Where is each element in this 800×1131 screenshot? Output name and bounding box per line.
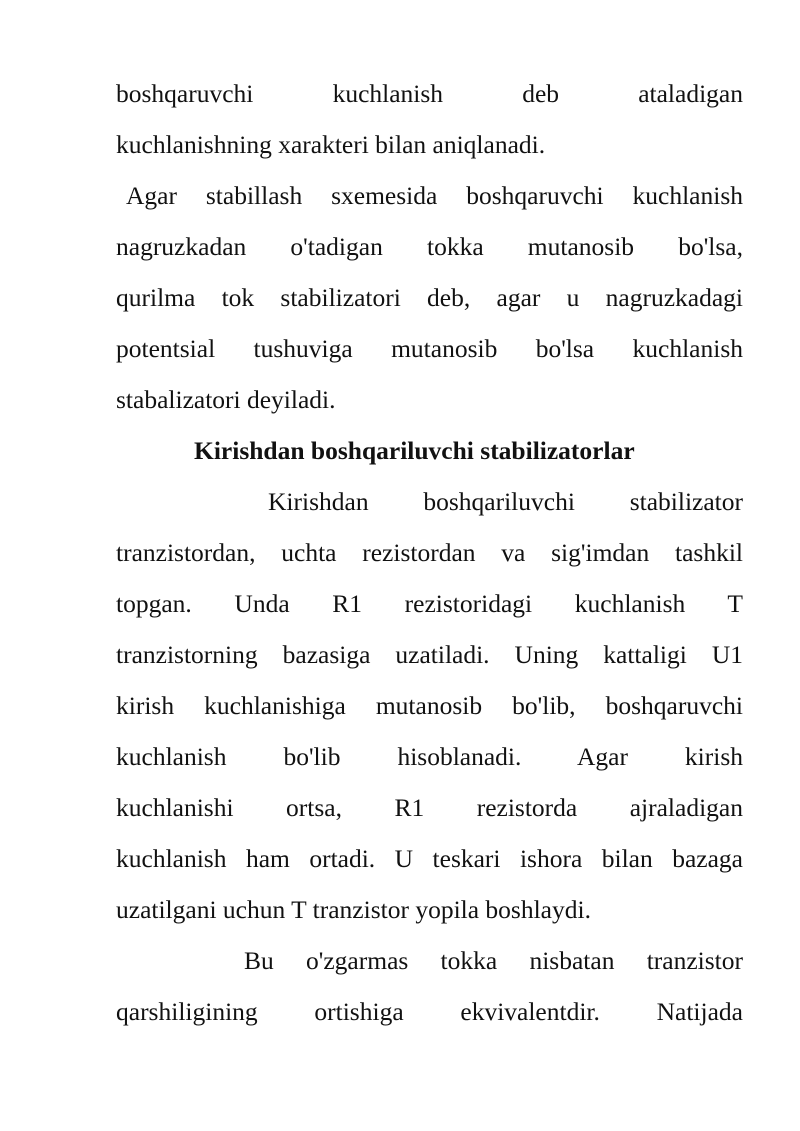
text-line: kuchlanish bo'lib hisoblanadi. Agar kirish xyxy=(116,742,743,771)
text-line: kuchlanishi ortsa, R1 rezistorda ajraladigan xyxy=(116,793,743,822)
text-line: tranzistorning bazasiga uzatiladi. Uning kattaligi U1 xyxy=(116,640,743,669)
text-line: kuchlanish ham ortadi. U teskari ishora bilan bazaga xyxy=(116,844,743,873)
text-line: Agar stabillash sxemesida boshqaruvchi kuchlanish xyxy=(126,181,743,210)
document-page xyxy=(116,68,743,1037)
section-heading: Kirishdan boshqariluvchi stabilizatorlar xyxy=(194,436,635,465)
text-line: tranzistordan, uchta rezistordan va sig'imdan tashkil xyxy=(116,538,743,567)
text-line: nagruzkadan o'tadigan tokka mutanosib bo'lsa, xyxy=(116,232,743,261)
text-line: potentsial tushuviga mutanosib bo'lsa kuchlanish xyxy=(116,334,743,363)
text-line: uzatilgani uchun T tranzistor yopila boshlaydi. xyxy=(116,895,591,924)
text-line: topgan. Unda R1 rezistoridagi kuchlanish T xyxy=(116,589,743,618)
paragraph-1 xyxy=(116,68,743,170)
text-line: qarshiligining ortishiga ekvivalentdir. Natijada xyxy=(116,997,743,1026)
text-line: qurilma tok stabilizatori deb, agar u nagruzkadagi xyxy=(116,283,743,312)
text-line: Bu o'zgarmas tokka nisbatan tranzistor xyxy=(244,946,743,975)
text-line: stabalizatori deyiladi. xyxy=(116,385,336,414)
paragraph-4 xyxy=(116,935,743,1037)
paragraph-2 xyxy=(116,170,743,425)
text-line: kuchlanishning xarakteri bilan aniqlanadi. xyxy=(116,130,546,159)
text-line: kirish kuchlanishiga mutanosib bo'lib, boshqaruvchi xyxy=(116,691,743,720)
paragraph-3 xyxy=(116,476,743,935)
text-line: Kirishdan boshqariluvchi stabilizator xyxy=(268,487,743,516)
text-line: boshqaruvchi kuchlanish deb ataladigan xyxy=(116,79,743,108)
